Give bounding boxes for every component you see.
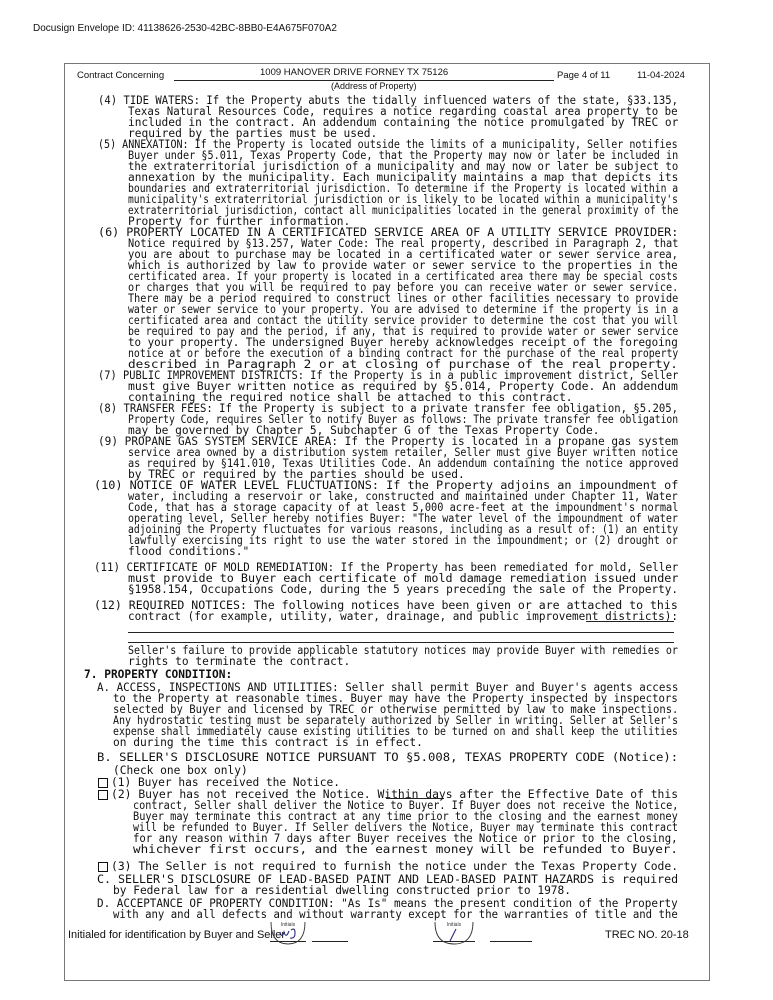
trec-form-number: TREC NO. 20-18 [605, 929, 689, 941]
text-line: (5) ANNEXATION: If the Property is located outside the limits of a municipality, Seller notifies [98, 138, 678, 151]
text-line: with any and all defects and without warranty except for the warranties of title and the [113, 908, 678, 921]
buyer-initial-blank-2[interactable] [312, 941, 348, 942]
text-line: Any hydrostatic testing must be separately authorized by Seller in writing. Seller at Seller's [113, 714, 679, 727]
text-line: or charges that you will be required to pay before you can receive water or sewer service. [128, 281, 679, 294]
text-line: Texas Natural Resources Code, requires a notice regarding coastal area property to be [128, 105, 678, 118]
text-line: water or sewer service to your property. You are advised to determine if the property is in a [128, 303, 679, 316]
text-line: boundaries and extraterritorial jurisdiction. To determine if the Property is located within a [128, 182, 679, 195]
text-line: flood conditions." [128, 545, 250, 558]
text-line: lawfully exercising its right to use the water stored in the impoundment; or (2) drought or [128, 534, 678, 547]
text-line: §1958.154, Occupations Code, during the 5 years preceding the sale of the Property. [128, 583, 679, 596]
text-line: D. ACCEPTANCE OF PROPERTY CONDITION: "As Is" means the present condition of the Property [97, 897, 678, 910]
seller-initial-blank-2[interactable] [490, 941, 532, 942]
text-line: to your property. The undersigned Buyer hereby acknowledges receipt of the foregoing [128, 336, 678, 349]
contract-concerning-label: Contract Concerning [77, 70, 165, 81]
text-line: There may be a period required to construct lines or other facilities necessary to provide [128, 292, 679, 305]
seller-initials-signature [432, 918, 476, 945]
text-line: (2) Buyer has not received the Notice. Within days after the Effective Date of this [111, 788, 679, 801]
text-line: (7) PUBLIC IMPROVEMENT DISTRICTS: If the Property is in a public improvement district, Seller [98, 369, 679, 382]
text-line: (10) NOTICE OF WATER LEVEL FLUCTUATIONS: If the Property adjoins an impoundment of [94, 479, 679, 492]
text-line: as required by §141.010, Texas Utilities Code. An addendum containing the notice approved [128, 457, 679, 470]
text-line: water, including a reservoir or lake, constructed and maintained under Chapter 11, Water [128, 490, 678, 503]
text-line: (1) Buyer has received the Notice. [111, 776, 341, 789]
text-line: (4) TIDE WATERS: If the Property abuts the tidally influenced waters of the state, §33.135, [98, 94, 678, 107]
text-line: will be refunded to Buyer. If Seller delivers the Notice, Buyer may terminate this contract [133, 821, 678, 834]
checkbox-seller-not-required[interactable] [98, 862, 108, 872]
text-line: Buyer under §5.011, Texas Property Code, that the Property may now or later be included in [128, 149, 679, 162]
text-line: Notice required by §13.257, Water Code: The real property, described in Paragraph 2, that [128, 237, 679, 250]
text-line: be required to pay and the period, if any, that is required to provide water or sewer service [128, 325, 679, 338]
required-notices-blank [586, 621, 674, 622]
text-line: required by the parties must be used. [128, 127, 378, 140]
text-line: selected by Buyer and licensed by TREC or otherwise permitted by law to make inspections. [113, 703, 679, 716]
text-line: service area owned by a distribution system retailer, Seller must give Buyer written notice [128, 446, 678, 459]
text-line: 7. PROPERTY CONDITION: [84, 668, 233, 681]
text-line: (11) CERTIFICATE OF MOLD REMEDIATION: If the Property has been remediated for mold, Seller [94, 561, 679, 574]
text-line: must provide to Buyer each certificate of mold damage remediation issued under [128, 572, 679, 585]
text-line: (9) PROPANE GAS SYSTEM SERVICE AREA: If the Property is located in a propane gas system [98, 435, 679, 448]
text-line: by TREC or required by the parties should be used. [128, 468, 465, 481]
text-line: whichever first occurs, and the earnest money will be refunded to Buyer. [133, 843, 678, 856]
text-line: A. ACCESS, INSPECTIONS AND UTILITIES: Seller shall permit Buyer and Buyer's agents access [97, 681, 679, 694]
text-line: (8) TRANSFER FEES: If the Property is subject to a private transfer fee obligation, §5.205, [98, 402, 678, 415]
required-notices-line-2 [128, 642, 674, 643]
buyer-initials-signature [268, 918, 308, 945]
property-address: 1009 HANOVER DRIVE FORNEY TX 75126 [260, 67, 449, 78]
text-line: for any reason within 7 days after Buyer receives the Notice or prior to the closing, [133, 832, 678, 845]
text-line: to the Property at reasonable times. Buyer may have the Property inspected by inspectors [113, 692, 678, 705]
text-line: the extraterritorial jurisdiction of a municipality and may now or later be subject to [128, 160, 679, 173]
text-line: which is authorized by law to provide water or sewer service to the properties in the [128, 259, 678, 272]
text-line: adjoining the Property fluctuates for various reasons, including as a result of: (1) an entity [128, 523, 679, 536]
document-date: 11-04-2024 [637, 70, 685, 81]
text-line: (12) REQUIRED NOTICES: The following notices have been given or are attached to this [94, 599, 678, 612]
text-line: (3) The Seller is not required to furnish the notice under the Texas Property Code. [111, 860, 679, 873]
text-line: described in Paragraph 2 or at closing of purchase of the real property. [128, 358, 678, 371]
text-line: operating level, Seller hereby notifies Buyer: "The water level of the impoundment of water [128, 512, 678, 525]
checkbox-buyer-not-received-notice[interactable] [98, 790, 108, 800]
text-line: certificated area. If your property is located in a certificated area there may be special costs [128, 270, 678, 283]
text-line: contract (for example, utility, water, drainage, and public improvement districts): [128, 610, 679, 623]
text-line: certificated area and contact the utility service provider to determine the cost that you will [128, 314, 679, 327]
text-line: you are about to purchase may be located in a certificated water or sewer service area, [128, 248, 679, 261]
address-label: (Address of Property) [331, 81, 417, 91]
text-line: notice at or before the execution of a binding contract for the purchase of the real property [128, 347, 679, 360]
checkbox-buyer-received-notice[interactable] [98, 778, 108, 788]
text-line: containing the required notice shall be attached to this contract. [128, 391, 573, 404]
text-line: by Federal law for a residential dwelling constructed prior to 1978. [113, 884, 572, 897]
required-notices-line-1 [128, 632, 674, 633]
text-line: expense shall immediately cause existing utilities to be turned on and shall keep the utilities [113, 725, 678, 738]
text-line: C. SELLER'S DISCLOSURE OF LEAD-BASED PAINT AND LEAD-BASED PAINT HAZARDS is required [97, 873, 679, 886]
text-line: (Check one box only) [113, 764, 248, 777]
envelope-id: Docusign Envelope ID: 41138626-2530-42BC-8BB0-E4A675F070A2 [33, 23, 337, 34]
text-line: B. SELLER'S DISCLOSURE NOTICE PURSUANT TO §5.008, TEXAS PROPERTY CODE (Notice): [97, 751, 679, 764]
initials-footer-label: Initialed for identification by Buyer and Seller [68, 929, 286, 941]
text-line: Buyer may terminate this contract at any time prior to the closing and the earnest money [133, 810, 678, 823]
text-line: municipality's extraterritorial jurisdiction or is likely to be located within a municipality's [128, 193, 678, 206]
initials-label: Initials [446, 922, 462, 928]
page-number: Page 4 of 11 [557, 70, 611, 81]
text-line: rights to terminate the contract. [128, 655, 351, 668]
initials-label: Initials [280, 922, 296, 928]
text-line: annexation by the municipality. Each municipality maintains a map that depicts its [128, 171, 679, 184]
text-line: (6) PROPERTY LOCATED IN A CERTIFICATED SERVICE AREA OF A UTILITY SERVICE PROVIDER: [98, 226, 679, 239]
text-line: on during the time this contract is in effect. [113, 736, 423, 749]
text-line: Code, that has a storage capacity of at least 5,000 acre-feet at the impoundment's normal [128, 501, 679, 514]
text-line: may be governed by Chapter 5, Subchapter G of the Texas Property Code. [128, 424, 600, 437]
text-line: must give Buyer written notice as required by §5.014, Property Code. An addendum [128, 380, 678, 393]
text-line: contract, Seller shall deliver the Notice to Buyer. If Buyer does not receive the Notice, [133, 799, 679, 812]
text-line: extraterritorial jurisdiction, contact all municipalities located in the general proximity of the [128, 204, 679, 217]
text-line: Seller's failure to provide applicable statutory notices may provide Buyer with remedies or [128, 644, 678, 657]
text-line: Property Code, requires Seller to notify Buyer as follows: The private transfer fee obligation [128, 413, 679, 426]
text-line: included in the contract. An addendum containing the notice promulgated by TREC or [128, 116, 679, 129]
text-line: Property for further information. [128, 215, 351, 228]
days-blank[interactable] [386, 798, 444, 799]
